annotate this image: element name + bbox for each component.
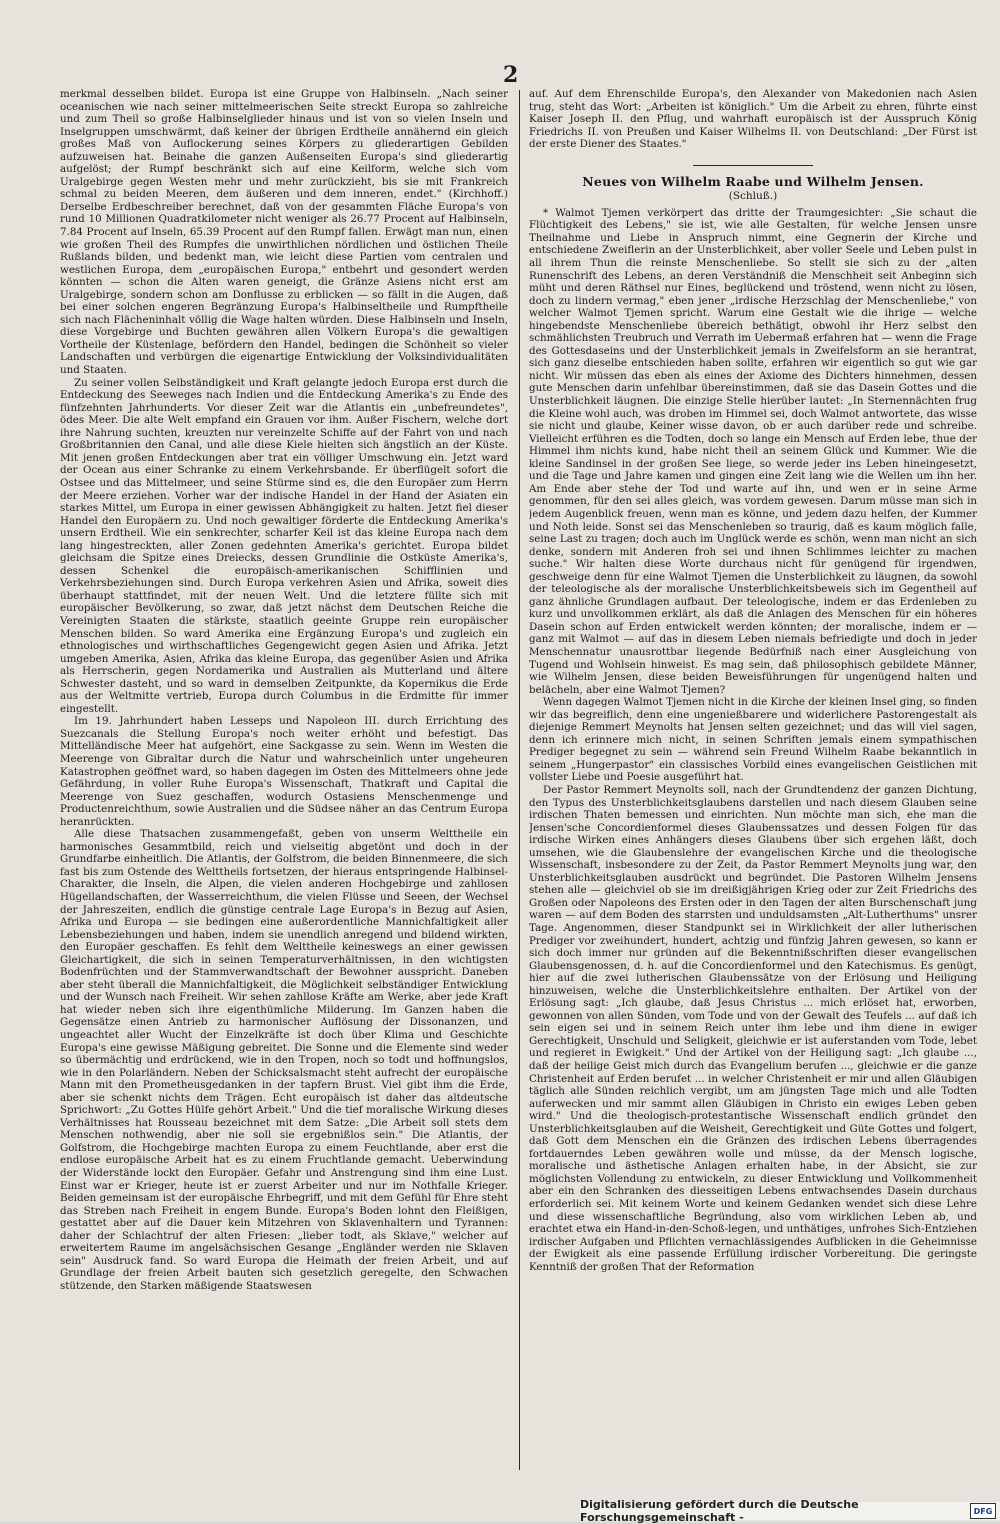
digitization-footer (580, 1498, 1000, 1524)
article-paragraph-3: Der Pastor Remmert Meynolts soll, nach der Grundtendenz der ganzen Dichtung, den Typus des Unsterblichkeitsglaubens darstellen und nach diesem Glauben seine irdischen Thaten bemessen und einrichten. Nun möchte man sich, ehe man die Jensen'sche Concordienformel dieses Glaubenssatzes und dessen Folgen für das irdische Wirken eines Anhängers dieses Glaubens über sich ergehen läßt, doch umsehen, wie die Glaubenslehre der evangelischen Kirche und die theologische Wissenschaft, insbesondere zu der Zeit, da Pastor Remmert Meynolts jung war, den Unsterblichkeitsglauben ausdrückt und begründet. Die Pastoren Wilhelm Jensens stehen alle — gleichviel ob sie im dreißigjährigen Krieg oder zur Zeit Friedrichs des Großen oder Napoleons des Ersten oder in den Tagen der alten Burschenschaft jung waren — auf dem Boden des starrsten und unduldsamsten „Alt-Lutherthums" unsrer Tage. Angenommen, dieser Standpunkt sei in Wirklichkeit der aller lutherischen Prediger vor zweihundert, hundert, achtzig und fünfzig Jahren gewesen, so kann er sich doch immer nur gründen auf die Bekenntnißschriften dieser evangelischen Glaubensgenossen, d. h. auf die Concordienformel und den Katechismus. Es genügt, hier auf die zwei lutherischen Glaubenssätze von der Erlösung und Heiligung hinzuweisen, welche die Unsterblichkeitslehre enthalten. Der Artikel von der Erlösung sagt: „Ich glaube, daß Jesus Christus ... mich erlöset hat, erworben, gewonnen von allen Sünden, vom Tode und von der Gewalt des Teufels ... auf daß ich sein eigen sei und in seinem Reich unter ihm lebe und ihm diene in ewiger Gerechtigkeit, Unschuld und Seligkeit, gleichwie er ist auferstanden vom Tode, lebet und regieret in Ewigkeit." Und der Artikel von der Heiligung sagt: „Ich glaube ..., daß der heilige Geist mich durch das Evangelium berufen ..., gleichwie er die ganze Christenheit auf Erden berufet ... in welcher Christenheit er mir und allen Gläubigen täglich alle Sünden reichlich vergibt, um am jüngsten Tage mich und alle Todten auferwecken und mir sammt allen Gläubigen in Christo ein ewiges Leben geben wird." Und die theologisch-protestantische Wissenschaft endlich gründet den Unsterblichkeitsglauben auf die Weisheit, Gerechtigkeit und Güte Gottes und folgert, daß Gott dem Menschen ein die Gränzen des irdischen Lebens überragendes fortdauerndes Leben gewähren wolle und müsse, da der Mensch logische, moralische und ästhetische Anlagen erhalten habe, in der Absicht, sie zur möglichsten Vollendung zu entwickeln, zu dieser Entwicklung und Vollkommenheit aber ein den Schranken des diesseitigen Lebens entwachsendes Dasein durchaus erforderlich sei. Mit keinem Worte und keinem Gedanken wendet sich diese Lehre und diese wissenschaftliche Begründung, also vom wirklichen Leben ab, und erachtet etwa ein Hand-in-den-Schoß-legen, und unthätiges, unfrohes Sich-Entziehen irdischer Aufgaben und Pflichten vernachlässigendes Aufblicken in die Geheimnisse der Ewigkeit als eine passende Erfüllung irdischer Vorbereitung. Die geringste Kenntniß der großen That der Reformation (529, 783, 977, 1273)
left-paragraph-4: Alle diese Thatsachen zusammengefaßt, geben von unserm Welttheile ein harmonisches Gesammtbild, reich und vielseitig abgetönt und doch in der Grundfarbe einheitlich. Die Atlantis, der Golfstrom, die beiden Binnenmeere, die sich fast bis zum Ostende des Welttheils fortsetzen, der hieraus entspringende Halbinsel-Charakter, die Inseln, die Alpen, die vielen anderen Hochgebirge und zahllosen Hügellandschaften, der Wasserreichthum, die vielen Flüsse und Seeen, der Wechsel der Jahreszeiten, endlich die günstige centrale Lage Europa's in Bezug auf Asien, Afrika und Europa — sie bedingen eine außerordentliche Mannichfaltigkeit aller Lebensbeziehungen und haben, indem sie unendlich anregend und bildend wirkten, den Europäer geschaffen. Es fehlt dem Welttheile keineswegs an einer gewissen Gleichartigkeit, die sich in seinen Temperaturverhältnissen, in den wichtigsten Bodenfrüchten und der Stammverwandtschaft der Bewohner ausspricht. Daneben aber steht überall die Mannichfaltigkeit, die Möglichkeit selbständiger Entwicklung und der Wunsch nach Freiheit. Wir sehen zahllose Kräfte am Werke, aber jede Kraft hat wieder neben sich ihre eigenthümliche Milderung. Im Ganzen haben die Gegensätze einen Antrieb zu harmonischer Auflösung der Dissonanzen, und ungeachtet aller Wucht der Einzelkräfte ist doch über Klima und Geschichte Europa's eine gewisse Mäßigung gebreitet. Die Sonne und die Elemente sind weder so übermächtig und erdrückend, wie in den Tropen, noch so todt und hoffnungslos, wie in den Polarländern. Neben der Schicksalsmacht steht aufrecht der europäische Mann mit den Prometheusgedanken in der tapfern Brust. Viel gibt ihm die Erde, aber sie schenkt nichts dem Trägen. Echt europäisch ist daher das altdeutsche Sprichwort: „Zu Gottes Hülfe gehört Arbeit." Und die tief moralische Wirkung dieses Verhältnisses hat Rousseau bezeichnet mit dem Satze: „Die Arbeit soll stets dem Menschen nothwendig, aber nie soll sie ergebnißlos sein." Die Atlantis, der Golfstrom, die Hochgebirge machten Europa zu einem Feuchtlande, aber erst die endlose europäische Arbeit hat es zu einem Fruchtlande gemacht. Ueberwindung der Widerstände lockt den Europäer. Gefahr und Anstrengung sind ihm eine Lust. Einst war er Krieger, heute ist er zuerst Arbeiter und nur im Nothfalle Krieger. Beiden gemeinsam ist der europäische Ehrbegriff, und mit dem Gefühl für Ehre steht das Streben nach Freiheit in engem Bunde. Europa's Boden lohnt den Fleißigen, gestattet aber auf die Dauer kein Mitzehren von Sklavenhaltern und Tyrannen: daher der Schlachtruf der alten Friesen: „lieber todt, als Sklave," welcher auf erweitertem Raume im angelsächsischen Gesange „Engländer werden nie Sklaven sein" Ausdruck fand. So ward Europa die Heimath der freien Arbeit, und auf Grundlage der freien Arbeit bauten sich gesetzlich geregelte, den Schwachen stützende, den Starken mäßigende Staatswesen (60, 828, 508, 1292)
left-paragraph-1: merkmal desselben bildet. Europa ist eine Gruppe von Halbinseln. „Nach seiner oceanischen wie nach seiner mittelmeerischen Seite streckt Europa so zahlreiche und zum Theil so große Halbinselglieder hinaus und ist von so vielen Inseln und Inselgruppen umschwärmt, daß keiner der übrigen Erdtheile annähernd ein gleich großes Maß von Auflockerung seines Körpers zu gliederartigen Gebilden aufzuweisen hat. Beinahe die ganzen Außenseiten Europa's sind gliederartig aufgelöst; der Rumpf beschränkt sich auf eine Keilform, welche sich vom Uralgebirge gegen Westen mehr und mehr zurückzieht, bis sie mit Frankreich schmal zu beiden Meeren, dem äußeren und dem inneren, endet." (Kirchhoff.) Derselbe Erdbeschreiber berechnet, daß von der gesammten Fläche Europa's von rund 10 Millionen Quadratkilometer nicht weniger als 26.77 Procent auf Halbinseln, 7.84 Procent auf Inseln, 65.39 Procent auf den Rumpf fallen. Erwägt man nun, einen wie großen Theil des Rumpfes die unwirthlichen nördlichen und östlichen Theile Rußlands bilden, und bedenkt man, wie leicht diese Partien vom centralen und westlichen Europa, dem „europäischen Europa," entbehrt und gesondert werden könnten — schon die Alten waren geneigt, die Gränze Asiens nicht erst am Uralgebirge, sondern schon am Donflusse zu erblicken — so fällt in die Augen, daß bei einer solchen engeren Begränzung Europa's Halbinseltheile und Rumpftheile sich nach Flächeninhalt völlig die Wage halten würden. Diese Halbinseln und Inseln, diese Vorgebirge und Buchten gewähren allen Völkern Europa's die gewaltigen Vortheile der Küstenlage, befördern den Handel, bedingen die Schönheit so vieler Landschaften und verbürgen die eigenartige Entwicklung der Volksindividualitäten und Staaten. (60, 88, 508, 377)
article-title: Neues von Wilhelm Raabe und Wilhelm Jensen. (582, 173, 924, 189)
section-rule (693, 165, 813, 166)
page-number: 2 (503, 62, 519, 88)
footer-text: Digitalisierung gefördert durch die Deutsche Forschungsgemeinschaft - (580, 1498, 859, 1524)
article-paragraph-2: Wenn dagegen Walmot Tjemen nicht in die Kirche der kleinen Insel ging, so finden wir das begreiflich, denn eine ungenießbarere und widerlichere Pastorengestalt als diejenige Remmert Meynolts hat Jensen selten gezeichnet; und das will viel sagen, denn ich erinnere mich nicht, in seinen Schriften jemals einem sympathischen Prediger begegnet zu sein — während sein Freund Wilhelm Raabe bekanntlich in seinem „Hungerpastor" ein classisches Vorbild eines evangelischen Geistlichen mit vollster Liebe und Poesie ausgeführt hat. (529, 696, 977, 784)
left-column (60, 88, 508, 1473)
article-paragraph-1: * Walmot Tjemen verkörpert das dritte der Traumgesichter: „Sie schaut die Flüchtigkeit des Lebens," sie ist, wie alle Gestalten, für welche Jensen unsre Theilnahme und Liebe in Anspruch nimmt, eine Gegnerin der Kirche und entschiedene Zweiflerin an der Unsterblichkeit, aber voller Seele und Leben pulst in all ihrem Thun die reinste Menschenliebe. So stellt sie sich zu der „alten Runenschrift des Lebens, an deren Verständniß die Menschheit seit Anbeginn sich müht und deren Räthsel nur Eines, beglückend und tröstend, wenn nicht zu lösen, doch zu lindern vermag," eben jener „irdische Herzschlag der Menschenliebe," von welcher Walmot Tjemen spricht. Warum eine Gestalt wie die ihrige — welche hingebendste Menschenliebe übereich bethätigt, obwohl ihr Herz selbst den schmählichsten Treubruch und Verrath im Uebermaß erfahren hat — wenn die Frage des Gottesdaseins und der Unsterblichkeit jemals in Zweifelsform an sie herantrat, sich ganz dieselbe entschieden haben sollte, erfahren wir eigentlich so gut wie gar nicht. Wir müssen das eben als eines der Axiome des Dichters hinnehmen, dessen gute Menschen darin unfehlbar übereinstimmen, daß sie das Dasein Gottes und die Unsterblichkeit läugnen. Die einzige Stelle hierüber lautet: „In Sternennächten frug die Kleine wohl auch, was droben im Himmel sei, doch Walmot antwortete, das wisse sie nicht und glaube, Keiner wisse davon, ob er auch darüber rede und schreibe. Vielleicht erführen es die Todten, doch so lange ein Mensch auf Erden lebe, thue der Himmel ihm nichts kund, habe nicht theil an seinem Glück und Kummer. Wie die kleine Sandinsel in der großen See liege, so werde jeder ins Leben hineingesetzt, und die Tage und Jahre kamen und gingen eine Zeit lang wie die Wellen um ihn her. Am Ende aber stehe der Tod und warte auf ihn, und wen er in seine Arme genommen, für den sei alles gleich, was vordem gewesen. Darum müsse man sich in jedem Augenblick freuen, wenn man es könne, und jedem dazu helfen, der Kummer und Noth leide. Sonst sei das Menschenleben so traurig, daß es kaum möglich falle, seine Last zu tragen; doch auch im Unglück werde es schön, wenn man nicht an sich denke, sondern mit Anderen froh sei und ihnen Schlimmes leichter zu machen suche." Wir halten diese Worte durchaus nicht für genügend für irgendwen, geschweige denn für eine Walmot Tjemen die Unsterblichkeit zu läugnen, da sowohl der teleologische als der moralische Unsterblichkeitsbeweis sich im Gegentheil auf ganz ähnliche Grundlagen aufbaut. Der teleologische, indem er das Erdenleben zu kurz und unvollkommen erklärt, als daß die Anlagen des Menschen für ein höheres Dasein schon auf Erden entwickelt werden könnten; der moralische, indem er — ganz mit Walmot — auf das in diesem Leben niemals befriedigte und doch in jeder Menschennatur unausrottbar liegende Bedürfniß nach einer Ausgleichung von Tugend und Wohlsein hinweist. Es mag sein, daß philosophisch gebildete Männer, wie Wilhelm Jensen, diese beiden Beweisführungen für ungenügend halten und belächeln, aber eine Walmot Tjemen? (529, 206, 977, 696)
column-divider (519, 90, 520, 1470)
right-column (529, 88, 977, 1473)
left-paragraph-2: Zu seiner vollen Selbständigkeit und Kraft gelangte jedoch Europa erst durch die Entdeckung des Seeweges nach Indien und die Entdeckung Amerika's zu Ende des fünfzehnten Jahrhunderts. Vor dieser Zeit war die Atlantis ein „unbefreundetes", ödes Meer. Die alte Welt empfand ein Grauen vor ihm. Außer Fischern, welche dort ihre Nahrung suchten, kreuzten nur vereinzelte Schiffe auf der Fahrt von und nach Großbritannien den Canal, und alle diese Kiele hielten sich ängstlich an der Küste. Mit jenen großen Entdeckungen aber trat ein völliger Umschwung ein. Jetzt ward der Ocean aus einer Schranke zu einem Verkehrsbande. Er überflügelt sofort die Ostsee und das Mittelmeer, und seine Stürme sind es, die den Europäer zum Herrn der Meere erziehen. Vorher war der indische Handel in der Hand der Asiaten ein starkes Mittel, um Europa in einer gewissen Abhängigkeit zu halten. Jetzt fiel dieser Handel den Europäern zu. Und noch gewaltiger förderte die Entdeckung Amerika's unsern Erdtheil. Wie ein senkrechter, scharfer Keil ist das kleine Europa nach dem lang hingestreckten, aller Zonen gedehnten Amerika's gerichtet. Europa bildet gleichsam die Spitze eines Dreiecks, dessen Grundlinie die Ostküste Amerika's, dessen Schenkel die europäisch-amerikanischen Schifflinien und Verkehrsbeziehungen sind. Durch Europa verkehren Asien und Afrika, soweit dies überhaupt stattfindet, mit der neuen Welt. Und die letztere füllte sich mit europäischer Bevölkerung, so zwar, daß jetzt nächst dem Deutschen Reiche die Vereinigten Staaten die stärkste, staatlich geeinte Gruppe rein europäischer Menschen bilden. So ward Amerika eine Ergänzung Europa's und zugleich ein ethnologisches und wirthschaftliches Gegengewicht gegen Asien und Afrika. Jetzt umgeben Amerika, Asien, Afrika das kleine Europa, das gegenüber Asien und Afrika als Herrscherin, gegen Nordamerika und Australien als Mutterland und ältere Schwester dasteht, und so ward in demselben Zeitpunkte, da Kopernikus die Erde aus der Weltmitte vertrieb, Europa durch Columbus in die Erdmitte für immer eingestellt. (60, 376, 508, 715)
left-paragraph-3: Im 19. Jahrhundert haben Lesseps und Napoleon III. durch Errichtung des Suezcanals die Stellung Europa's noch weiter erhöht und befestigt. Das Mittelländische Meer hat aufgehört, eine Sackgasse zu sein. Wenn im Westen die Meerenge von Gibraltar durch die Natur und wahrscheinlich unter ungeheuren Katastrophen geöffnet ward, so haben dagegen im Osten des Mittelmeers ohne jede Gefährdung, in voller Ruhe Europa's Wissenschaft, Thatkraft und Capital die Meerenge von Suez geschaffen, wodurch Ostasiens Menschenmenge und Productenreichthum, sowie Australien und die Südsee näher an das Centrum Europa heranrückten. (60, 715, 508, 828)
right-intro-paragraph: auf. Auf dem Ehrenschilde Europa's, den Alexander von Makedonien nach Asien trug, steht das Wort: „Arbeiten ist königlich." Um die Arbeit zu ehren, führte einst Kaiser Joseph II. den Pflug, und wahrhaft europäisch ist der Ausspruch König Friedrichs II. von Preußen und Kaiser Wilhelms II. von Deutschland: „Der Fürst ist der erste Diener des Staates." (529, 88, 977, 151)
article-subtitle: (Schluß.) (728, 190, 778, 203)
dfg-logo[interactable]: DFG (970, 1503, 996, 1519)
